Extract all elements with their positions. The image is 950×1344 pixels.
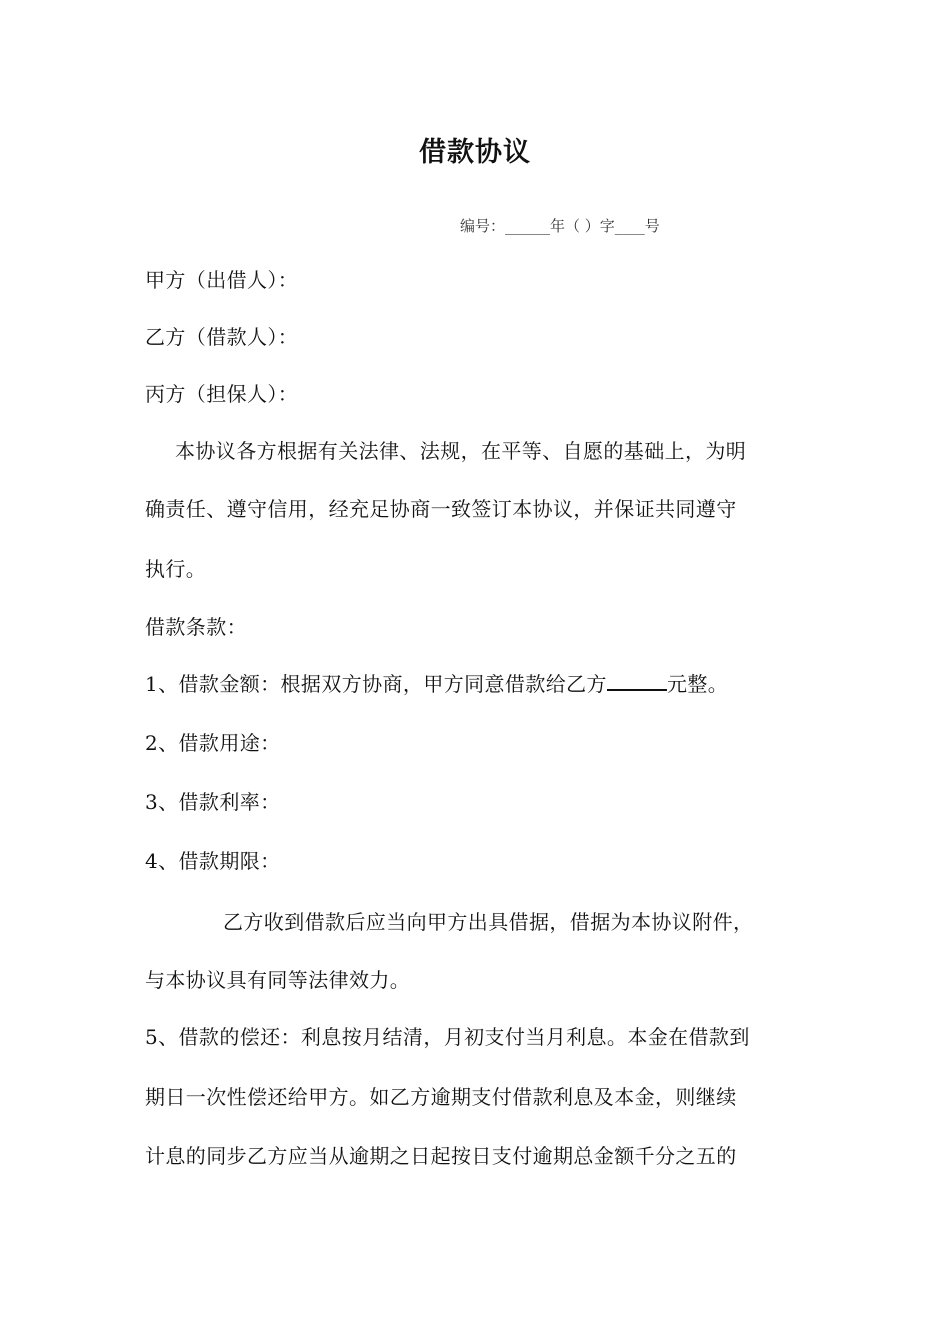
terms-heading: 借款条款： <box>145 615 247 639</box>
receipt-paragraph-line-1: 乙方收到借款后应当向甲方出具借据，借据为本协议附件， <box>223 910 754 934</box>
amount-blank <box>607 671 667 691</box>
serial-number-line: 编号：______年（ ）字____号 <box>460 217 660 235</box>
term-4-loan-period: 4、借款期限： <box>145 849 281 873</box>
party-a-line: 甲方（出借人）： <box>145 268 299 292</box>
document-title: 借款协议 <box>419 137 531 168</box>
term-2-loan-purpose: 2、借款用途： <box>145 731 281 755</box>
party-b-line: 乙方（借款人）： <box>145 325 299 349</box>
term-3-interest-rate: 3、借款利率： <box>145 790 281 814</box>
term-1-suffix: 元整。 <box>666 672 729 696</box>
term-5-repayment-line-2: 期日一次性偿还给甲方。如乙方逾期支付借款利息及本金，则继续 <box>145 1085 737 1109</box>
intro-paragraph-line-3: 执行。 <box>145 557 207 581</box>
term-1-text: 1、借款金额：根据双方协商，甲方同意借款给乙方 <box>145 672 607 696</box>
term-5-repayment-line-3: 计息的同步乙方应当从逾期之日起按日支付逾期总金额千分之五的 <box>145 1144 737 1168</box>
party-c-line: 丙方（担保人）： <box>145 382 299 406</box>
term-5-repayment-line-1: 5、借款的偿还：利息按月结清，月初支付当月利息。本金在借款到 <box>145 1025 750 1049</box>
intro-paragraph-line-2: 确责任、遵守信用，经充足协商一致签订本协议，并保证共同遵守 <box>145 497 737 521</box>
receipt-paragraph-line-2: 与本协议具有同等法律效力。 <box>145 968 411 992</box>
intro-paragraph-line-1: 本协议各方根据有关法律、法规，在平等、自愿的基础上，为明 <box>175 439 747 463</box>
term-1-loan-amount <box>145 668 805 697</box>
